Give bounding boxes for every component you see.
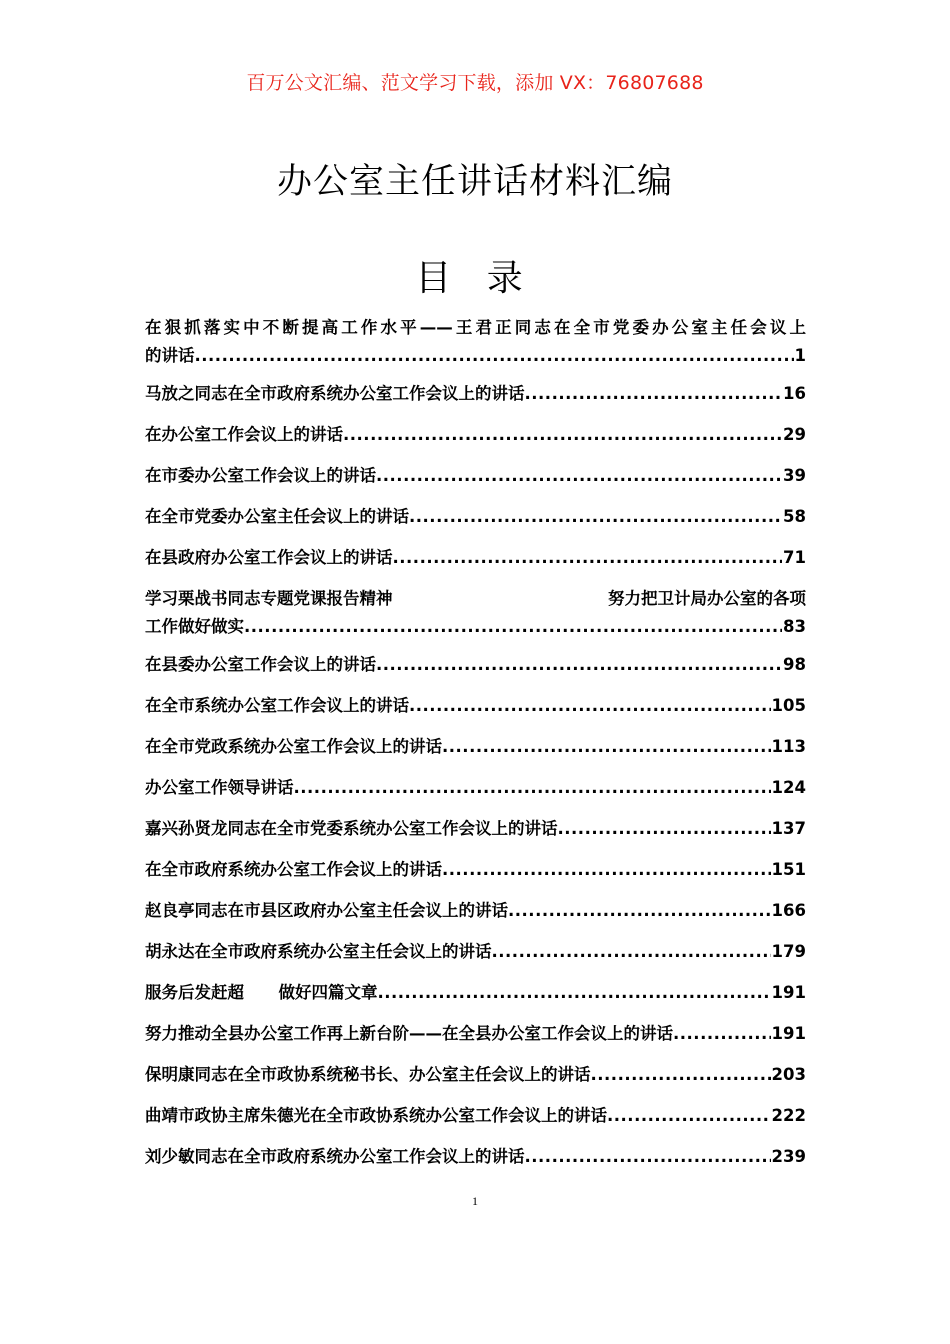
toc-entry-page: 239 [771, 1147, 806, 1166]
toc-entry[interactable] [145, 651, 806, 692]
toc-entry-text: 马放之同志在全市政府系统办公室工作会议上的讲话 [145, 384, 525, 403]
toc-entry-page: 113 [771, 737, 806, 756]
toc-entry-text-right: 努力把卫计局办公室的各项 [608, 589, 806, 608]
toc-leader-dots [409, 503, 782, 531]
toc-entry-text: 在办公室工作会议上的讲话 [145, 425, 343, 444]
toc-entry-page: 166 [771, 901, 806, 920]
toc-entry-text: 在县委办公室工作会议上的讲话 [145, 655, 376, 674]
toc-entry[interactable] [145, 938, 806, 979]
toc-entry[interactable] [145, 1143, 806, 1184]
toc-entry-text-line2: 的讲话 [145, 346, 195, 365]
toc-leader-dots [393, 544, 783, 572]
toc-entry-page: 191 [771, 1024, 806, 1043]
toc-entry-page: 191 [771, 983, 806, 1002]
toc-entry-page: 39 [783, 466, 806, 485]
toc-entry-text: 嘉兴孙贤龙同志在全市党委系统办公室工作会议上的讲话 [145, 819, 558, 838]
toc-entry-text-line2: 工作做好做实 [145, 617, 244, 636]
toc-entry-page: 71 [783, 548, 806, 567]
toc-entry[interactable] [145, 979, 806, 1020]
toc-entry-text: 保明康同志在全市政协系统秘书长、办公室主任会议上的讲话 [145, 1065, 591, 1084]
toc-entry-text-part-a: 服务后发赶超 [145, 983, 244, 1002]
document-title: 办公室主任讲话材料汇编 [276, 162, 673, 202]
toc-leader-dots [508, 897, 771, 925]
toc-leader-dots [607, 1102, 771, 1130]
toc-entry-page: 16 [783, 384, 806, 403]
toc-entry-text-part-b: 做好四篇文章 [278, 983, 378, 1002]
toc-entry[interactable] [145, 897, 806, 938]
toc-entry-text: 胡永达在全市政府系统办公室主任会议上的讲话 [145, 942, 492, 961]
page-number: 1 [472, 1194, 478, 1208]
toc-leader-dots [525, 1143, 771, 1171]
toc-leader-dots [442, 733, 771, 761]
toc-entry[interactable] [145, 1061, 806, 1102]
toc-leader-dots [673, 1020, 771, 1048]
toc-leader-dots [492, 938, 771, 966]
toc-entry-page: 203 [771, 1065, 806, 1084]
toc-entry-text-line1: 在狠抓落实中不断提高工作水平——王君正同志在全市党委办公室主任会议上 [145, 318, 806, 337]
toc-entry-text: 刘少敏同志在全市政府系统办公室工作会议上的讲话 [145, 1147, 525, 1166]
toc-entry[interactable] [145, 380, 806, 421]
toc-entry[interactable] [145, 733, 806, 774]
toc-entry-text: 努力推动全县办公室工作再上新台阶——在全县办公室工作会议上的讲话 [145, 1024, 673, 1043]
toc-leader-dots [195, 342, 794, 370]
toc-entry-page: 98 [783, 655, 806, 674]
toc-entry-page: 124 [771, 778, 806, 797]
toc-leader-dots [244, 613, 782, 641]
toc-entry-page: 1 [794, 346, 806, 365]
toc-entry-text: 办公室工作领导讲话 [145, 778, 294, 797]
toc-entry[interactable] [145, 421, 806, 462]
toc-entry-text: 曲靖市政协主席朱德光在全市政协系统办公室工作会议上的讲话 [145, 1106, 607, 1125]
toc-leader-dots [376, 651, 782, 679]
toc-leader-dots [591, 1061, 771, 1089]
toc-entry[interactable] [145, 1102, 806, 1143]
toc-leader-dots [294, 774, 771, 802]
toc-entry-page: 222 [771, 1106, 806, 1125]
toc-leader-dots [376, 462, 782, 490]
toc-entry-page: 137 [771, 819, 806, 838]
toc-entry-text: 在全市系统办公室工作会议上的讲话 [145, 696, 409, 715]
toc-entry[interactable] [145, 856, 806, 897]
toc-entry-page: 29 [783, 425, 806, 444]
toc-leader-dots [558, 815, 771, 843]
toc-entry[interactable] [145, 462, 806, 503]
toc-entry-text: 在全市政府系统办公室工作会议上的讲话 [145, 860, 442, 879]
toc-leader-dots [343, 421, 782, 449]
header-watermark-note: 百万公文汇编、范文学习下载，添加 VX：76807688 [246, 72, 704, 94]
toc-entry[interactable] [145, 585, 806, 651]
toc-entry-text: 赵良亭同志在市县区政府办公室主任会议上的讲话 [145, 901, 508, 920]
toc-entry-text-left: 学习栗战书同志专题党课报告精神 [145, 589, 393, 608]
toc-entry[interactable] [145, 503, 806, 544]
toc-leader-dots [442, 856, 771, 884]
table-of-contents [145, 314, 806, 1184]
toc-leader-dots [377, 979, 770, 1007]
toc-entry[interactable] [145, 774, 806, 815]
toc-entry-text: 在全市党政系统办公室工作会议上的讲话 [145, 737, 442, 756]
toc-leader-dots [525, 380, 783, 408]
toc-heading: 目 录 [415, 258, 535, 299]
toc-entry-text [145, 979, 377, 1007]
toc-entry-page: 105 [771, 696, 806, 715]
toc-entry[interactable] [145, 815, 806, 856]
toc-entry[interactable] [145, 1020, 806, 1061]
toc-entry[interactable] [145, 314, 806, 380]
toc-entry-page: 151 [771, 860, 806, 879]
toc-entry-page: 58 [783, 507, 806, 526]
toc-entry[interactable] [145, 692, 806, 733]
toc-entry-page: 179 [771, 942, 806, 961]
toc-leader-dots [409, 692, 771, 720]
toc-entry-text: 在全市党委办公室主任会议上的讲话 [145, 507, 409, 526]
toc-entry-page: 83 [783, 617, 806, 636]
toc-entry-text: 在市委办公室工作会议上的讲话 [145, 466, 376, 485]
toc-entry-text: 在县政府办公室工作会议上的讲话 [145, 548, 393, 567]
toc-entry[interactable] [145, 544, 806, 585]
